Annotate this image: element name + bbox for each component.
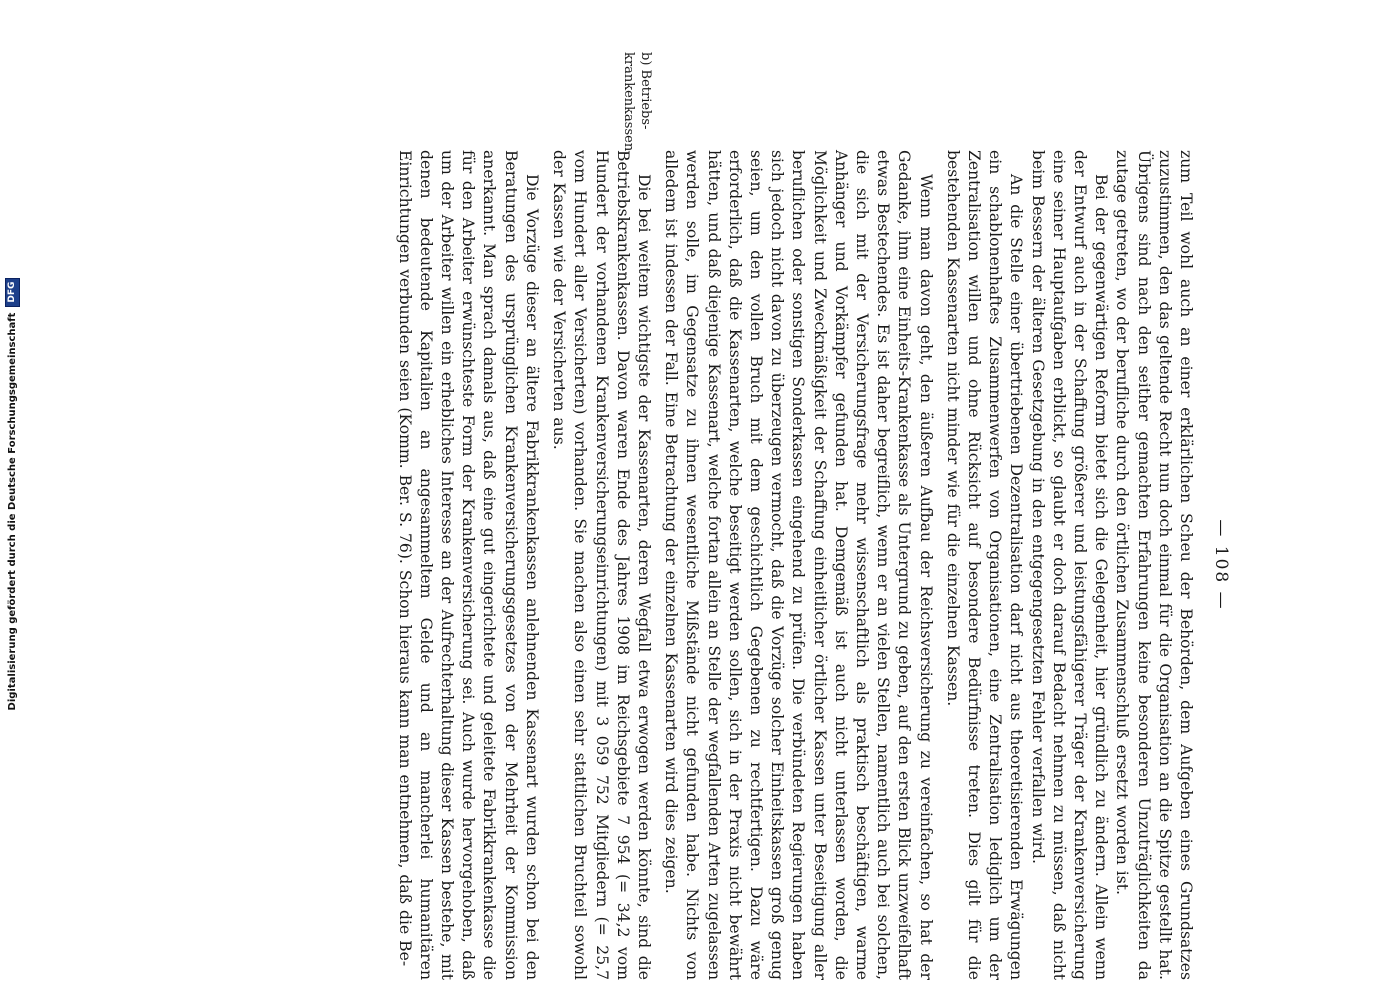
paragraph-6: Die Vorzüge dieser an ältere Fabrikkrankenkassen anlehnenden Kassenart wurden schon bei den Beratungen des ursprünglichen Krankenversicherungsgesetzes von der Mehrheit der Kommission anerkannt. Man sprach damals aus, daß eine gut eingerichtete und geleitete Fabrikkrankenkasse die für den Arbeiter erwünschteste Form der Krankenversicherung sei. Auch wurde hervorgehoben, daß um der Arbeiter willen ein erhebliches Interesse an der Aufrechterhaltung dieser Kassen bestehe, mit denen bedeutende Kapitalien an angesammeltem Gelde und an mancherlei humanitären Einrichtungen verbunden seien (Komm. Ber. S. 76). Schon hieraus kann man entnehmen, daß die Be- [395, 150, 541, 980]
page-number: — 108 — [1211, 519, 1231, 611]
body-text [393, 150, 1196, 980]
scanned-page [136, 52, 1236, 980]
digitization-credit [3, 4, 21, 984]
paragraph-1: zum Teil wohl auch an einer erklärlichen Scheu der Behörden, dem Aufgeben eines Grundsatzes zuzustimmen, den das geltende Recht nun doch einmal für die Organisation an die Spitze gestellt hat. Übrigens sind nach den seither gemachten Erfahrungen keine besonderen Unzuträglichkeiten da zutage getreten, wo der berufliche durch den örtlichen Zusammenschluß ersetzt worden ist. [1113, 150, 1195, 980]
paragraph-3: An die Stelle einer übertriebenen Dezentralisation darf nicht aus theoretisierenden Erwägungen ein schablonenhaftes Zusammenwerfen von Organisationen, eine Zentralisation lediglich um der Zentralisation willen und ohne Rücksicht auf besondere Bedürfnisse treten. Dies gilt für die bestehenden Kassenarten nicht minder wie für die einzelnen Kassen. [943, 150, 1026, 980]
paragraph-2: Bei der gegenwärtigen Reform bietet sich die Gelegenheit, hier gründlich zu ändern. Allein wenn der Entwurf auch in der Schaffung größerer und leistungsfähigerer Träger der Krankenversicherung eine seiner Hauptaufgaben erblickt, so glaubt er doch darauf Bedacht nehmen zu müssen, daß nicht beim Bessern der älteren Gesetzgebung in den entgegengesetzten Fehler verfallen wird. [1028, 150, 1111, 980]
page-content [393, 52, 1196, 980]
credit-text: Digitalisierung gefördert durch die Deutsche Forschungsgemeinschaft [6, 312, 18, 711]
dfg-logo: DFG [5, 278, 20, 307]
paragraph-4: Wenn man davon geht, den äußeren Aufbau der Reichsversicherung zu vereinfachen, so hat der Gedanke, ihm eine Einheits-Krankenkasse als Untergrund zu geben, auf den ersten Blick unzweifelhaft etwas Bestechendes. Es ist daher begreiflich, wenn er an vielen Stellen, namentlich auch bei solchen, die sich mit der Versicherungsfrage mehr wissenschaftlich als praktisch beschäftigen, warme Anhänger und Vorkämpfer gefunden hat. Demgemäß ist auch nicht unterlassen worden, die Möglichkeit und Zweckmäßigkeit der Schaffung einheitlicher örtlicher Kassen unter Beseitigung aller beruflichen oder sonstigen Sonderkassen eingehend zu prüfen. Die verbündeten Regierungen haben sich jedoch nicht davon zu überzeugen vermocht, daß die Vorzüge solcher Einheitskassen groß genug seien, um den vollen Bruch mit dem geschichtlich Gegebenen zu rechtfertigen. Dazu wäre erforderlich, daß die Kassenarten, welche beseitigt werden sollen, sich in der Praxis nicht bewährt hätten, und daß diejenige Kassenart, welche fortan allein an Stelle der wegfallenden Arten zugelassen werden solle, im Gegensatze zu ihnen wesentliche Mißstände nicht gefunden habe. Nichts von alledem ist indessen der Fall. Eine Betrachtung der einzelnen Kassenarten wird dies zeigen. [662, 150, 935, 980]
paragraph-5: Die bei weitem wichtigste der Kassenarten, deren Wegfall etwa erwogen werden könnte, sind die Betriebskrankenkassen. Davon waren Ende des Jahres 1908 im Reichsgebiete 7 954 (= 34,2 vom Hundert der vorhandenen Krankenversicherungseinrichtungen) mit 3 059 752 Mitgliedern (= 25,7 vom Hundert aller Versicherten) vorhanden. Sie machen also einen sehr stattlichen Bruchteil sowohl der Kassen wie der Versicherten aus. [550, 150, 653, 980]
margin-note: b) Betriebs- krankenkassen. [621, 52, 653, 156]
